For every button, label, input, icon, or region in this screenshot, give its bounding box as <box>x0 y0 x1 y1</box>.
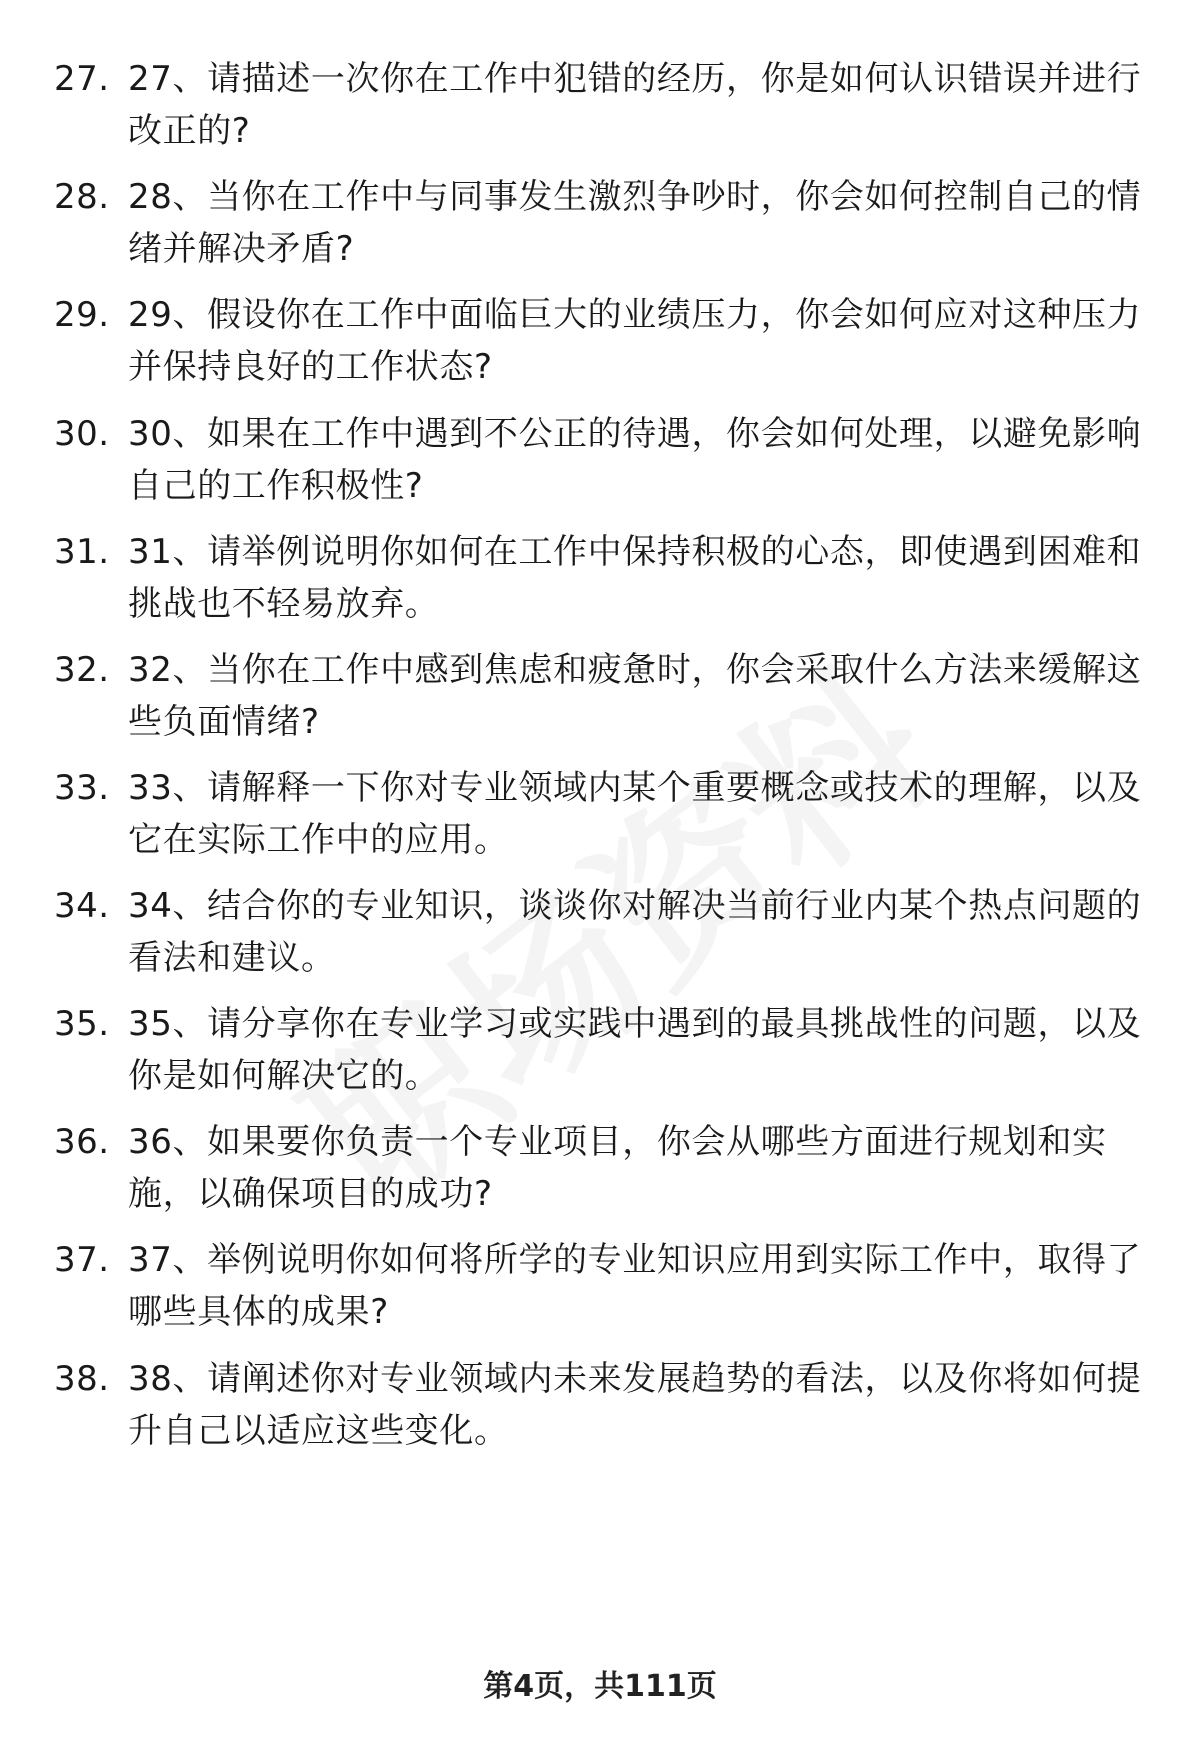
question-number: 37. <box>54 1240 110 1280</box>
page-footer: 第4页，共111页 <box>483 1669 717 1704</box>
question-text: 36、如果要你负责一个专业项目，你会从哪些方面进行规划和实施，以确保项目的成功? <box>128 1122 1107 1214</box>
question-number: 33. <box>54 768 110 808</box>
question-text: 30、如果在工作中遇到不公正的待遇，你会如何处理，以避免影响自己的工作积极性? <box>128 414 1142 506</box>
question-number: 31. <box>54 532 110 572</box>
question-item <box>0 644 1200 754</box>
question-number: 34. <box>54 886 110 926</box>
question-number: 29. <box>54 295 110 335</box>
question-number: 35. <box>54 1004 110 1044</box>
question-number: 38. <box>54 1359 110 1399</box>
question-item <box>0 289 1200 399</box>
question-text: 32、当你在工作中感到焦虑和疲惫时，你会采取什么方法来缓解这些负面情绪? <box>128 650 1142 742</box>
question-text: 34、结合你的专业知识，谈谈你对解决当前行业内某个热点问题的看法和建议。 <box>128 886 1142 978</box>
question-text: 38、请阐述你对专业领域内未来发展趋势的看法，以及你将如何提升自己以适应这些变化。 <box>128 1359 1142 1451</box>
question-text: 35、请分享你在专业学习或实践中遇到的最具挑战性的问题，以及你是如何解决它的。 <box>128 1004 1142 1096</box>
question-item <box>0 1234 1200 1344</box>
question-number: 27. <box>54 59 110 99</box>
question-text: 33、请解释一下你对专业领域内某个重要概念或技术的理解，以及它在实际工作中的应用。 <box>128 768 1142 860</box>
question-text: 37、举例说明你如何将所学的专业知识应用到实际工作中，取得了哪些具体的成果? <box>128 1240 1142 1332</box>
question-item <box>0 526 1200 636</box>
question-item <box>0 998 1200 1108</box>
question-text: 28、当你在工作中与同事发生激烈争吵时，你会如何控制自己的情绪并解决矛盾? <box>128 177 1142 269</box>
question-number: 36. <box>54 1122 110 1162</box>
question-item <box>0 171 1200 281</box>
question-text: 31、请举例说明你如何在工作中保持积极的心态，即使遇到困难和挑战也不轻易放弃。 <box>128 532 1142 624</box>
question-item <box>0 880 1200 990</box>
question-item <box>0 53 1200 163</box>
question-text: 29、假设你在工作中面临巨大的业绩压力，你会如何应对这种压力并保持良好的工作状态? <box>128 295 1142 387</box>
question-text: 27、请描述一次你在工作中犯错的经历，你是如何认识错误并进行改正的? <box>128 59 1142 151</box>
question-number: 32. <box>54 650 110 690</box>
question-item <box>0 762 1200 872</box>
question-item <box>0 1116 1200 1226</box>
question-item <box>0 1353 1200 1463</box>
question-item <box>0 408 1200 518</box>
question-number: 28. <box>54 177 110 217</box>
question-number: 30. <box>54 414 110 454</box>
